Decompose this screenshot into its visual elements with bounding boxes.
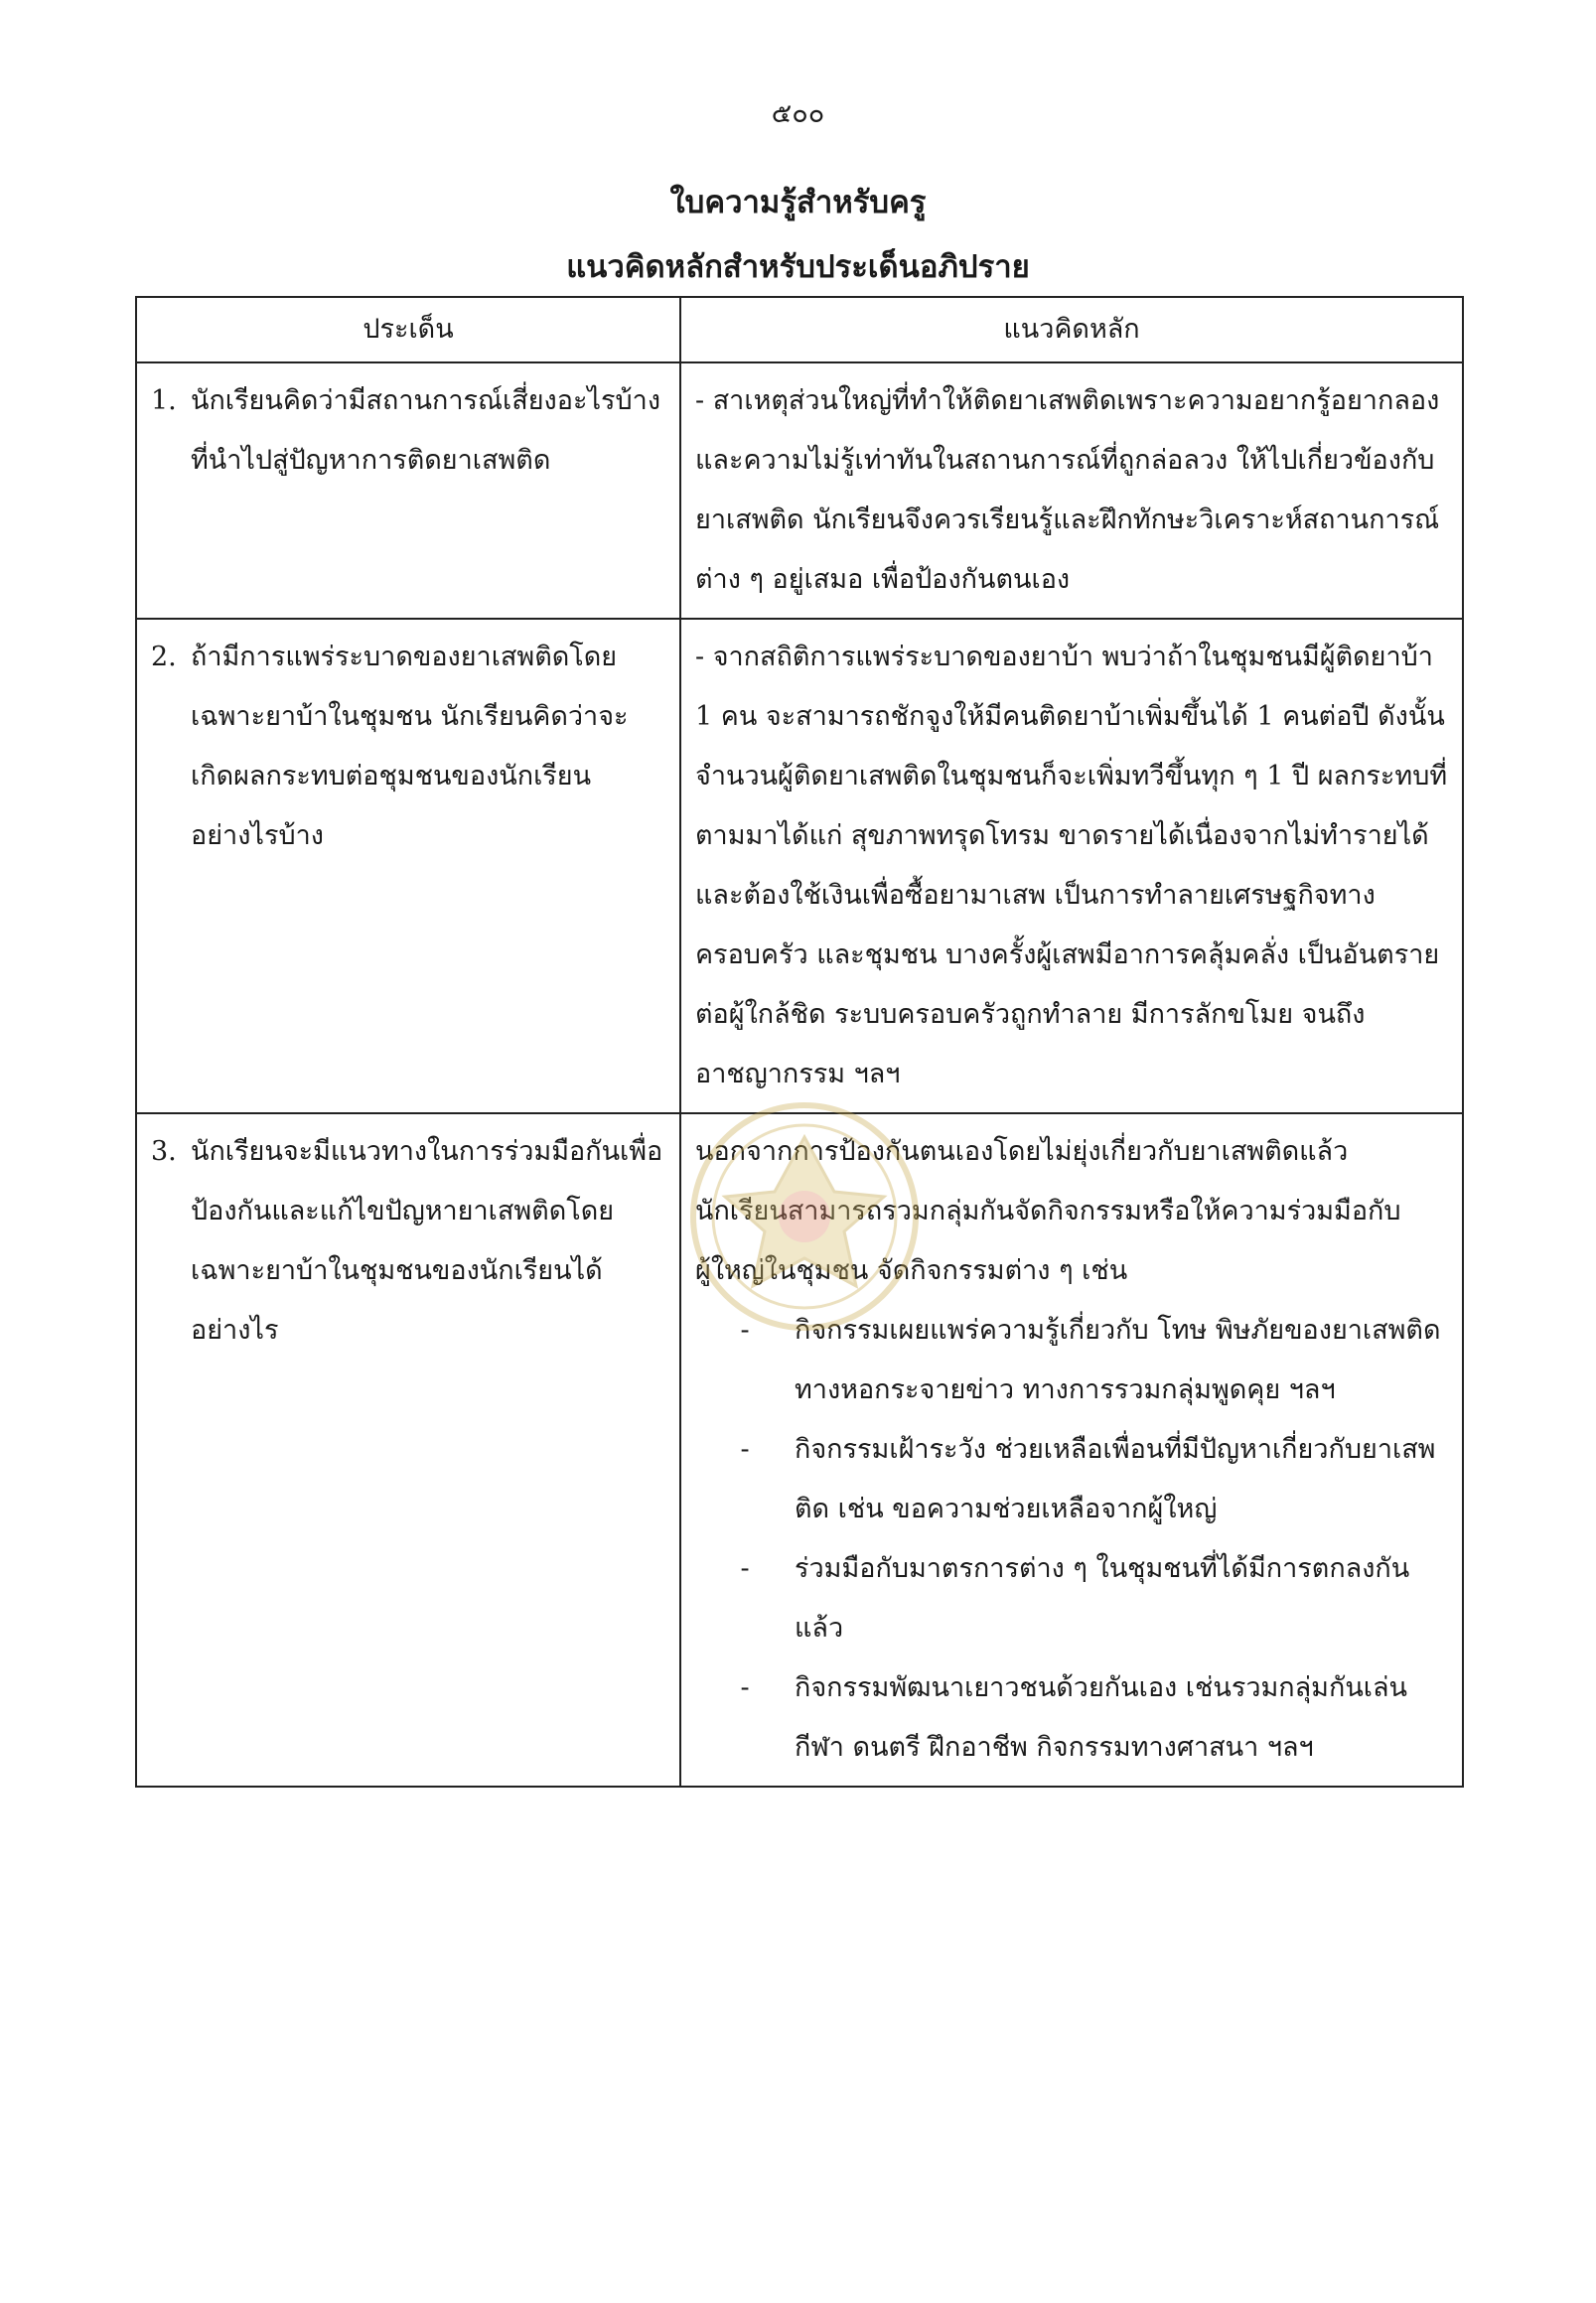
activity-list bbox=[695, 1301, 1448, 1778]
activity-text: กิจกรรมพัฒนาเยาวชนด้วยกันเอง เช่นรวมกลุ่มกันเล่นกีฬา ดนตรี ฝึกอาชีพ กิจกรรมทางศาสนา ฯลฯ bbox=[795, 1672, 1408, 1763]
page-title: ใบความรู้สำหรับครู bbox=[669, 185, 927, 220]
table-header-row bbox=[136, 297, 1463, 362]
bullet-dash: - bbox=[740, 1434, 750, 1465]
bullet-dash: - bbox=[740, 1315, 750, 1346]
issue-cell bbox=[136, 362, 680, 619]
bullet-dash: - bbox=[740, 1672, 750, 1703]
issue-text: นักเรียนคิดว่ามีสถานการณ์เสี่ยงอะไรบ้าง ที่นำไปสู่ปัญหาการติดยาเสพติด bbox=[191, 385, 661, 476]
list-item bbox=[695, 1539, 1448, 1658]
list-item bbox=[695, 1301, 1448, 1420]
table-row bbox=[136, 619, 1463, 1113]
activity-text: กิจกรรมเผยแพร่ความรู้เกี่ยวกับ โทษ พิษภัยของยาเสพติด ทางหอกระจายข่าว ทางการรวมกลุ่มพูดคุย ฯลฯ bbox=[795, 1315, 1441, 1405]
concept-intro: นอกจากการป้องกันตนเองโดยไม่ยุ่งเกี่ยวกับยาเสพติดแล้ว นักเรียนสามารถรวมกลุ่มกันจัดกิจกรรมหรือให้ความร่วมมือกับผู้ใหญ่ในชุมชน จัดกิจกรรมต่าง ๆ เช่น bbox=[695, 1136, 1401, 1286]
page-number: ๕๐๐ bbox=[771, 98, 825, 129]
table-row bbox=[136, 362, 1463, 619]
issue-number: 1. bbox=[151, 385, 177, 416]
issue-number: 2. bbox=[151, 642, 177, 672]
header-issue: ประเด็น bbox=[136, 297, 680, 362]
table-row bbox=[136, 1113, 1463, 1787]
list-item bbox=[695, 1420, 1448, 1539]
activity-text: กิจกรรมเฝ้าระวัง ช่วยเหลือเพื่อนที่มีปัญหาเกี่ยวกับยาเสพติด เช่น ขอความช่วยเหลือจากผู้ใหญ่ bbox=[795, 1434, 1436, 1524]
header-concept: แนวคิดหลัก bbox=[680, 297, 1463, 362]
concept-cell bbox=[680, 1113, 1463, 1787]
activity-text: ร่วมมือกับมาตรการต่าง ๆ ในชุมชนที่ได้มีการตกลงกันแล้ว bbox=[795, 1553, 1410, 1644]
bullet-dash: - bbox=[740, 1553, 750, 1584]
list-item bbox=[695, 1658, 1448, 1778]
page-subtitle: แนวคิดหลักสำหรับประเด็นอภิปราย bbox=[566, 249, 1030, 285]
issue-number: 3. bbox=[151, 1136, 177, 1167]
concept-cell: - จากสถิติการแพร่ระบาดของยาบ้า พบว่าถ้าในชุมชนมีผู้ติดยาบ้า 1 คน จะสามารถชักจูงให้มีคนติดยาบ้าเพิ่มขึ้นได้ 1 คนต่อปี ดังนั้นจำนวนผู้ติดยาเสพติดในชุมชนก็จะเพิ่มทวีขึ้นทุก ๆ 1 ปี ผลกระทบที่ตามมาได้แก่ สุขภาพทรุดโทรม ขาดรายได้เนื่องจากไม่ทำรายได้ และต้องใช้เงินเพื่อซื้อยามาเสพ เป็นการทำลายเศรษฐกิจทางครอบครัว และชุมชน บางครั้งผู้เสพมีอาการคลุ้มคลั่ง เป็นอันตรายต่อผู้ใกล้ชิด ระบบครอบครัวถูกทำลาย มีการลักขโมย จนถึงอาชญากรรม ฯลฯ bbox=[680, 619, 1463, 1113]
concept-cell: - สาเหตุส่วนใหญ่ที่ทำให้ติดยาเสพติดเพราะความอยากรู้อยากลอง และความไม่รู้เท่าทันในสถานการณ์ที่ถูกล่อลวง ให้ไปเกี่ยวข้องกับยาเสพติด นักเรียนจึงควรเรียนรู้และฝึกทักษะวิเคราะห์สถานการณ์ต่าง ๆ อยู่เสมอ เพื่อป้องกันตนเอง bbox=[680, 362, 1463, 619]
issue-cell bbox=[136, 619, 680, 1113]
issue-cell bbox=[136, 1113, 680, 1787]
issue-text: นักเรียนจะมีแนวทางในการร่วมมือกันเพื่อป้องกันและแก้ไขปัญหายาเสพติดโดยเฉพาะยาบ้าในชุมชนของนักเรียนได้อย่างไร bbox=[191, 1136, 663, 1346]
issue-text: ถ้ามีการแพร่ระบาดของยาเสพติดโดยเฉพาะยาบ้าในชุมชน นักเรียนคิดว่าจะเกิดผลกระทบต่อชุมชนของนักเรียนอย่างไรบ้าง bbox=[191, 642, 629, 851]
concepts-table bbox=[135, 296, 1464, 1788]
